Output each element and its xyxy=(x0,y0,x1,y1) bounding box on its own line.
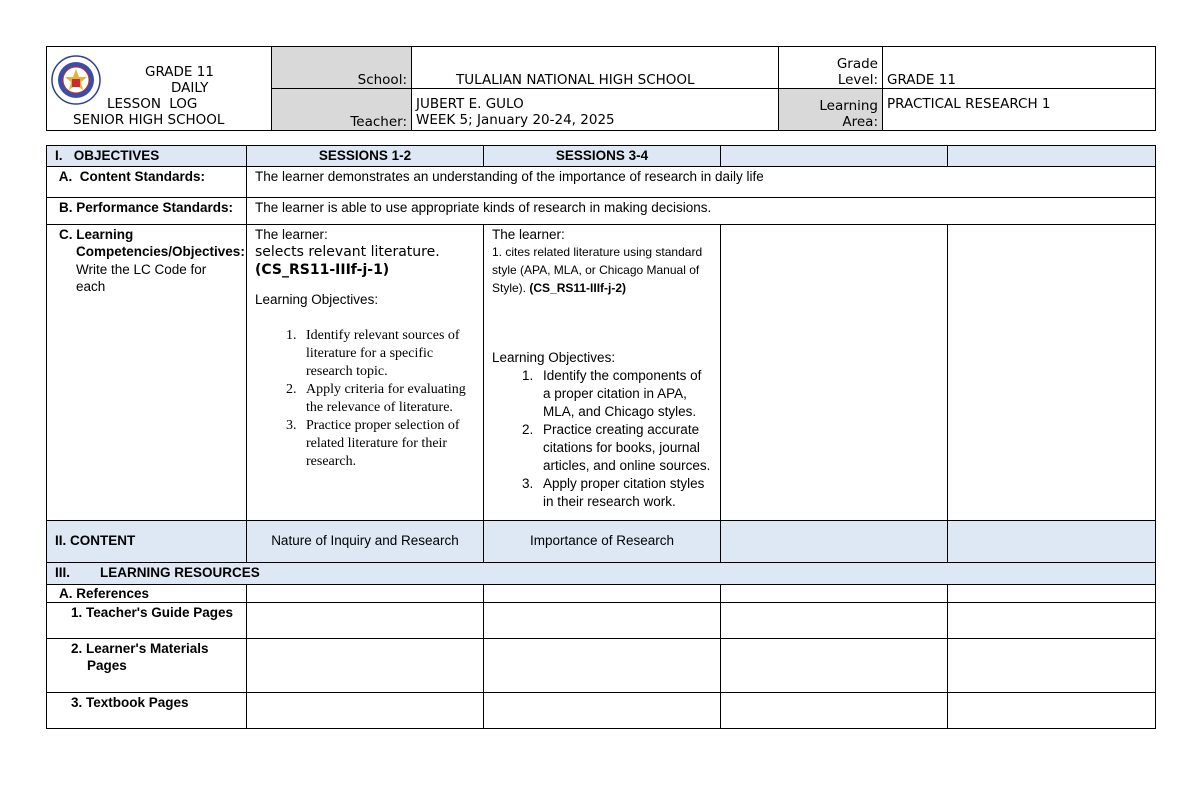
empty-cell xyxy=(721,520,948,562)
list-item: 1. Identify the components of a proper citation in APA, MLA, and Chicago styles. xyxy=(537,367,712,421)
empty-cell xyxy=(721,692,948,728)
competencies-note: Write the LC Code for each xyxy=(76,261,207,294)
content-standards-label: A. Content Standards: xyxy=(47,166,247,197)
empty-cell xyxy=(484,692,721,728)
competencies-label: C. Learning Competencies/Objectives: Write the LC Code for each xyxy=(47,224,247,520)
empty-cell xyxy=(247,602,484,638)
content-standards-text: The learner demonstrates an understanding of the importance of research in daily life xyxy=(247,166,1156,197)
empty-cell xyxy=(721,224,948,520)
learning-area-label: Learning Area: xyxy=(779,89,883,131)
title-cell xyxy=(47,47,272,131)
learners-materials-row xyxy=(47,638,1156,692)
objectives-header-row xyxy=(47,146,1156,167)
content-row xyxy=(47,520,1156,562)
session-empty-heading xyxy=(721,146,948,167)
title-grade: GRADE 11 xyxy=(145,64,214,80)
title-lesson-log: LESSON LOG xyxy=(107,96,198,112)
competency-code: (CS_RS11-IIIf-j-1) xyxy=(255,262,390,278)
grade-level-label: Grade Level: xyxy=(779,47,883,89)
week-value: WEEK 5; January 20-24, 2025 xyxy=(416,112,615,128)
empty-cell xyxy=(484,638,721,692)
header-table xyxy=(46,46,1156,131)
empty-cell xyxy=(247,584,484,602)
competency-code: (CS_RS11-IIIf-j-2) xyxy=(529,281,627,295)
session-3-4-objectives: The learner: 1. cites related literature using standard style (APA, MLA, or Chicago Manual of Style). (CS_RS11-IIIf-j-2) Learning Objectives: 1. Identify the components of a proper citation in APA, MLA, and Chicago styles. 2. Practice creating accurate citations for books, journal articles, and online sources. 3. Apply proper citation styles in their research work. xyxy=(484,224,721,520)
empty-cell xyxy=(948,602,1156,638)
learners-materials-label: 2. Learner's Materials Pages xyxy=(47,638,247,692)
empty-cell xyxy=(948,520,1156,562)
empty-cell xyxy=(948,638,1156,692)
empty-cell xyxy=(484,584,721,602)
deped-seal-icon xyxy=(51,55,101,105)
empty-cell xyxy=(247,692,484,728)
performance-standards-row xyxy=(47,197,1156,224)
list-item: 2. Apply criteria for evaluating the relevance of literature. xyxy=(300,381,475,417)
learning-resources-heading: III. LEARNING RESOURCES xyxy=(47,562,1156,584)
references-row xyxy=(47,584,1156,602)
objectives-heading: I. OBJECTIVES xyxy=(47,146,247,167)
empty-cell xyxy=(247,638,484,692)
textbook-label: 3. Textbook Pages xyxy=(47,692,247,728)
content-session-1-2: Nature of Inquiry and Research xyxy=(247,520,484,562)
competency-text: 1. cites related literature using standard style (APA, MLA, or Chicago Manual of Style). (CS_RS11-IIIf-j-2) xyxy=(492,245,703,295)
list-item: 3. Practice proper selection of related literature for their research. xyxy=(300,417,475,471)
title-daily: DAILY xyxy=(171,80,209,96)
session-1-2-objective-list xyxy=(255,327,475,471)
resources-header-row xyxy=(47,562,1156,584)
school-value: TULALIAN NATIONAL HIGH SCHOOL xyxy=(412,47,779,89)
session-3-4-heading: SESSIONS 3-4 xyxy=(484,146,721,167)
list-item: 2. Practice creating accurate citations for books, journal articles, and online sources. xyxy=(537,421,712,475)
list-item: 3. Apply proper citation styles in their research work. xyxy=(537,475,712,511)
references-label: A. References xyxy=(47,584,247,602)
school-label: School: xyxy=(272,47,412,89)
session-3-4-objective-list xyxy=(492,367,712,511)
learning-area-value: PRACTICAL RESEARCH 1 xyxy=(883,89,1156,131)
competencies-row xyxy=(47,224,1156,520)
content-standards-row xyxy=(47,166,1156,197)
teachers-guide-label: 1. Teacher's Guide Pages xyxy=(47,602,247,638)
performance-standards-label: B. Performance Standards: xyxy=(47,197,247,224)
session-1-2-heading: SESSIONS 1-2 xyxy=(247,146,484,167)
competency-text: selects relevant literature. xyxy=(255,244,440,260)
lesson-log-table xyxy=(46,145,1156,729)
teachers-guide-row xyxy=(47,602,1156,638)
empty-cell xyxy=(721,584,948,602)
list-item: 1. Identify relevant sources of literature for a specific research topic. xyxy=(300,327,475,381)
empty-cell xyxy=(948,692,1156,728)
empty-cell xyxy=(948,584,1156,602)
title-senior-high: SENIOR HIGH SCHOOL xyxy=(73,112,225,128)
empty-cell xyxy=(484,602,721,638)
grade-level-value: GRADE 11 xyxy=(883,47,1156,89)
empty-cell xyxy=(948,224,1156,520)
empty-cell xyxy=(721,638,948,692)
textbook-row xyxy=(47,692,1156,728)
session-1-2-objectives: The learner: selects relevant literature. (CS_RS11-IIIf-j-1) Learning Objectives: 1. Identify relevant sources of literature for a specific research topic. 2. Apply criteria for evaluating the relevance of literature. 3. Practice proper selection of related literature for their research. xyxy=(247,224,484,520)
session-empty-heading xyxy=(948,146,1156,167)
content-label: II. CONTENT xyxy=(47,520,247,562)
teacher-label: Teacher: xyxy=(272,89,412,131)
content-session-3-4: Importance of Research xyxy=(484,520,721,562)
teacher-value: JUBERT E. GULO WEEK 5; January 20-24, 2025 xyxy=(412,89,779,131)
empty-cell xyxy=(721,602,948,638)
performance-standards-text: The learner is able to use appropriate kinds of research in making decisions. xyxy=(247,197,1156,224)
